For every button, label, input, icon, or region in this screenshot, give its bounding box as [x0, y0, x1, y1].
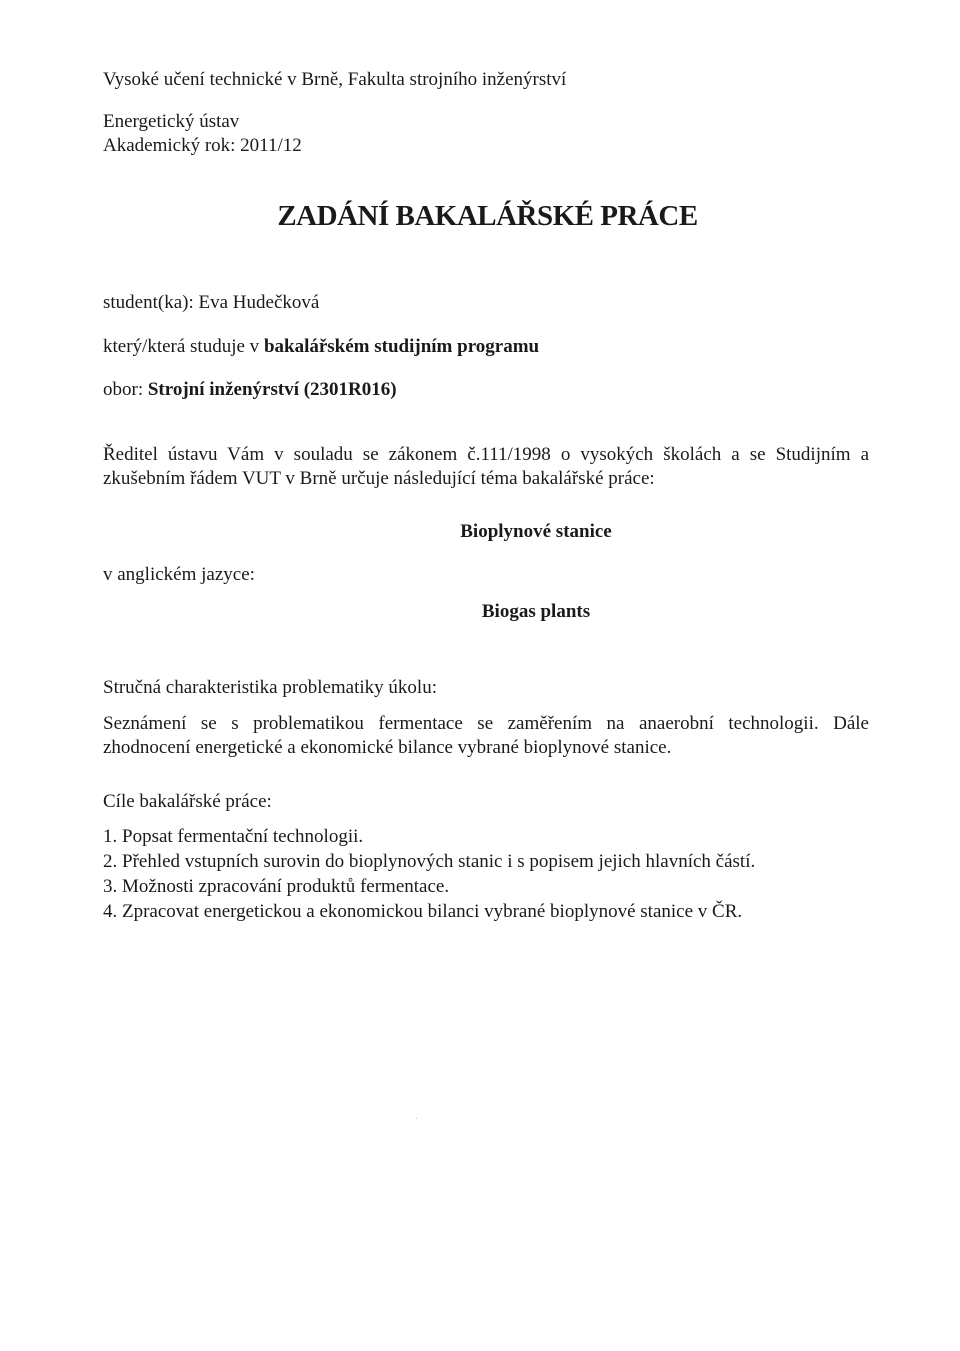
- program-line: [103, 335, 539, 359]
- characteristics-line-2: zhodnocení energetické a ekonomické bilance vybrané bioplynové stanice.: [103, 737, 672, 758]
- goal-item: 1. Popsat fermentační technologii.: [103, 826, 364, 847]
- field-line: [103, 378, 397, 402]
- field-name: Strojní inženýrství: [147, 379, 299, 400]
- scan-speck: ·: [415, 1114, 419, 1125]
- program-name: bakalářském studijním programu: [263, 336, 540, 357]
- goals-label: Cíle bakalářské práce:: [103, 791, 272, 812]
- intro-line-2: zkušebním řádem VUT v Brně určuje následující téma bakalářské práce:: [103, 468, 655, 489]
- document-title: ZADÁNÍ BAKALÁŘSKÉ PRÁCE: [277, 200, 698, 232]
- field-label: obor:: [103, 379, 144, 400]
- english-label: v anglickém jazyce:: [103, 564, 255, 585]
- student-name: Eva Hudečková: [198, 292, 320, 313]
- student-label: student(ka):: [103, 292, 194, 313]
- program-prefix: který/která studuje v: [103, 336, 260, 357]
- characteristics-label: Stručná charakteristika problematiky úkolu:: [103, 677, 437, 698]
- university-faculty: Vysoké učení technické v Brně, Fakulta strojního inženýrství: [103, 69, 567, 90]
- goal-item: 2. Přehled vstupních surovin do bioplynových stanic i s popisem jejich hlavních částí.: [103, 851, 756, 872]
- goals-list: [103, 824, 755, 924]
- topic-english: Biogas plants: [481, 601, 591, 622]
- academic-year: Akademický rok: 2011/12: [103, 135, 302, 156]
- goal-item: 4. Zpracovat energetickou a ekonomickou bilanci vybrané bioplynové stanice v ČR.: [103, 901, 743, 922]
- goal-item: 3. Možnosti zpracování produktů fermentace.: [103, 876, 450, 897]
- topic-czech: Bioplynové stanice: [460, 521, 612, 542]
- institute-name: Energetický ústav: [103, 111, 240, 132]
- student-line: [103, 291, 319, 315]
- characteristics-line-1: Seznámení se s problematikou fermentace se zaměřením na anaerobní technologii. Dále: [103, 713, 869, 734]
- intro-line-1: Ředitel ústavu Vám v souladu se zákonem č.111/1998 o vysokých školách a se Studijním a: [103, 444, 869, 465]
- field-code: (2301R016): [303, 379, 397, 400]
